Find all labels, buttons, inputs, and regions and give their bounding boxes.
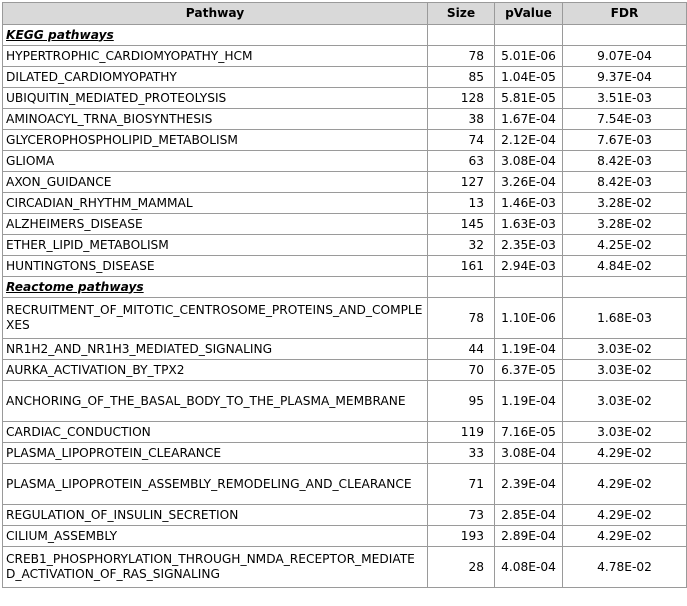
pvalue-cell: 2.35E-03 — [495, 235, 563, 256]
table-row — [3, 381, 687, 422]
pathway-cell: HUNTINGTONS_DISEASE — [3, 256, 428, 277]
empty-cell — [428, 25, 495, 46]
pathway-cell: GLYCEROPHOSPHOLIPID_METABOLISM — [3, 130, 428, 151]
empty-cell — [563, 277, 687, 298]
pvalue-cell: 7.16E-05 — [495, 422, 563, 443]
fdr-cell: 4.78E-02 — [563, 547, 687, 588]
pvalue-cell: 2.12E-04 — [495, 130, 563, 151]
empty-cell — [563, 25, 687, 46]
table-row — [3, 130, 687, 151]
size-cell: 127 — [428, 172, 495, 193]
fdr-cell: 3.03E-02 — [563, 339, 687, 360]
size-cell: 63 — [428, 151, 495, 172]
pathway-cell: RECRUITMENT_OF_MITOTIC_CENTROSOME_PROTEINS_AND_COMPLEXES — [3, 298, 428, 339]
pvalue-cell: 5.81E-05 — [495, 88, 563, 109]
table-row — [3, 526, 687, 547]
fdr-cell: 3.03E-02 — [563, 422, 687, 443]
fdr-cell: 4.29E-02 — [563, 464, 687, 505]
size-cell: 193 — [428, 526, 495, 547]
pathway-cell: CREB1_PHOSPHORYLATION_THROUGH_NMDA_RECEPTOR_MEDIATED_ACTIVATION_OF_RAS_SIGNALING — [3, 547, 428, 588]
table-body — [3, 25, 687, 588]
pathway-cell: CARDIAC_CONDUCTION — [3, 422, 428, 443]
fdr-cell: 7.67E-03 — [563, 130, 687, 151]
table-row — [3, 151, 687, 172]
size-cell: 13 — [428, 193, 495, 214]
size-cell: 71 — [428, 464, 495, 505]
pathway-cell: DILATED_CARDIOMYOPATHY — [3, 67, 428, 88]
pathway-cell: GLIOMA — [3, 151, 428, 172]
pathway-table-container — [2, 2, 687, 588]
section-title: KEGG pathways — [3, 25, 428, 46]
size-cell: 128 — [428, 88, 495, 109]
pvalue-cell: 1.19E-04 — [495, 381, 563, 422]
header-row — [3, 3, 687, 25]
table-row — [3, 443, 687, 464]
section-row — [3, 277, 687, 298]
pvalue-cell: 2.39E-04 — [495, 464, 563, 505]
pathway-cell: ETHER_LIPID_METABOLISM — [3, 235, 428, 256]
empty-cell — [428, 277, 495, 298]
size-cell: 38 — [428, 109, 495, 130]
fdr-cell: 3.28E-02 — [563, 214, 687, 235]
pvalue-cell: 3.08E-04 — [495, 151, 563, 172]
table-row — [3, 505, 687, 526]
fdr-cell: 8.42E-03 — [563, 151, 687, 172]
pvalue-cell: 6.37E-05 — [495, 360, 563, 381]
size-cell: 33 — [428, 443, 495, 464]
pathway-cell: AURKA_ACTIVATION_BY_TPX2 — [3, 360, 428, 381]
pathway-cell: NR1H2_AND_NR1H3_MEDIATED_SIGNALING — [3, 339, 428, 360]
fdr-cell: 9.07E-04 — [563, 46, 687, 67]
pvalue-cell: 3.26E-04 — [495, 172, 563, 193]
fdr-cell: 9.37E-04 — [563, 67, 687, 88]
fdr-cell: 4.29E-02 — [563, 505, 687, 526]
size-cell: 95 — [428, 381, 495, 422]
header-size: Size — [428, 3, 495, 25]
pathway-cell: AXON_GUIDANCE — [3, 172, 428, 193]
size-cell: 119 — [428, 422, 495, 443]
empty-cell — [495, 277, 563, 298]
table-row — [3, 339, 687, 360]
size-cell: 74 — [428, 130, 495, 151]
fdr-cell: 3.03E-02 — [563, 360, 687, 381]
table-row — [3, 464, 687, 505]
table-row — [3, 172, 687, 193]
fdr-cell: 8.42E-03 — [563, 172, 687, 193]
table-row — [3, 67, 687, 88]
pathway-cell: PLASMA_LIPOPROTEIN_ASSEMBLY_REMODELING_AND_CLEARANCE — [3, 464, 428, 505]
fdr-cell: 4.29E-02 — [563, 526, 687, 547]
fdr-cell: 4.29E-02 — [563, 443, 687, 464]
table-row — [3, 298, 687, 339]
section-title: Reactome pathways — [3, 277, 428, 298]
table-row — [3, 46, 687, 67]
pvalue-cell: 1.46E-03 — [495, 193, 563, 214]
pvalue-cell: 1.10E-06 — [495, 298, 563, 339]
size-cell: 28 — [428, 547, 495, 588]
size-cell: 32 — [428, 235, 495, 256]
table-row — [3, 88, 687, 109]
fdr-cell: 4.84E-02 — [563, 256, 687, 277]
section-row — [3, 25, 687, 46]
pvalue-cell: 1.63E-03 — [495, 214, 563, 235]
table-row — [3, 360, 687, 381]
pvalue-cell: 2.85E-04 — [495, 505, 563, 526]
size-cell: 78 — [428, 46, 495, 67]
pathway-enrichment-table — [2, 2, 687, 588]
pathway-cell: CILIUM_ASSEMBLY — [3, 526, 428, 547]
pathway-cell: AMINOACYL_TRNA_BIOSYNTHESIS — [3, 109, 428, 130]
table-row — [3, 214, 687, 235]
pvalue-cell: 4.08E-04 — [495, 547, 563, 588]
pathway-cell: CIRCADIAN_RHYTHM_MAMMAL — [3, 193, 428, 214]
fdr-cell: 3.28E-02 — [563, 193, 687, 214]
pathway-cell: HYPERTROPHIC_CARDIOMYOPATHY_HCM — [3, 46, 428, 67]
table-header — [3, 3, 687, 25]
pathway-cell: ALZHEIMERS_DISEASE — [3, 214, 428, 235]
pathway-cell: ANCHORING_OF_THE_BASAL_BODY_TO_THE_PLASMA_MEMBRANE — [3, 381, 428, 422]
size-cell: 44 — [428, 339, 495, 360]
pvalue-cell: 1.19E-04 — [495, 339, 563, 360]
table-row — [3, 109, 687, 130]
pvalue-cell: 1.67E-04 — [495, 109, 563, 130]
pathway-cell: UBIQUITIN_MEDIATED_PROTEOLYSIS — [3, 88, 428, 109]
pathway-cell: PLASMA_LIPOPROTEIN_CLEARANCE — [3, 443, 428, 464]
size-cell: 85 — [428, 67, 495, 88]
pvalue-cell: 3.08E-04 — [495, 443, 563, 464]
fdr-cell: 4.25E-02 — [563, 235, 687, 256]
table-row — [3, 235, 687, 256]
header-pathway: Pathway — [3, 3, 428, 25]
pvalue-cell: 2.94E-03 — [495, 256, 563, 277]
header-fdr: FDR — [563, 3, 687, 25]
table-row — [3, 422, 687, 443]
size-cell: 161 — [428, 256, 495, 277]
empty-cell — [495, 25, 563, 46]
pathway-cell: REGULATION_OF_INSULIN_SECRETION — [3, 505, 428, 526]
fdr-cell: 3.03E-02 — [563, 381, 687, 422]
pvalue-cell: 5.01E-06 — [495, 46, 563, 67]
fdr-cell: 1.68E-03 — [563, 298, 687, 339]
size-cell: 70 — [428, 360, 495, 381]
pvalue-cell: 1.04E-05 — [495, 67, 563, 88]
fdr-cell: 3.51E-03 — [563, 88, 687, 109]
table-row — [3, 256, 687, 277]
size-cell: 73 — [428, 505, 495, 526]
size-cell: 78 — [428, 298, 495, 339]
pvalue-cell: 2.89E-04 — [495, 526, 563, 547]
size-cell: 145 — [428, 214, 495, 235]
table-row — [3, 193, 687, 214]
header-pvalue: pValue — [495, 3, 563, 25]
table-row — [3, 547, 687, 588]
fdr-cell: 7.54E-03 — [563, 109, 687, 130]
